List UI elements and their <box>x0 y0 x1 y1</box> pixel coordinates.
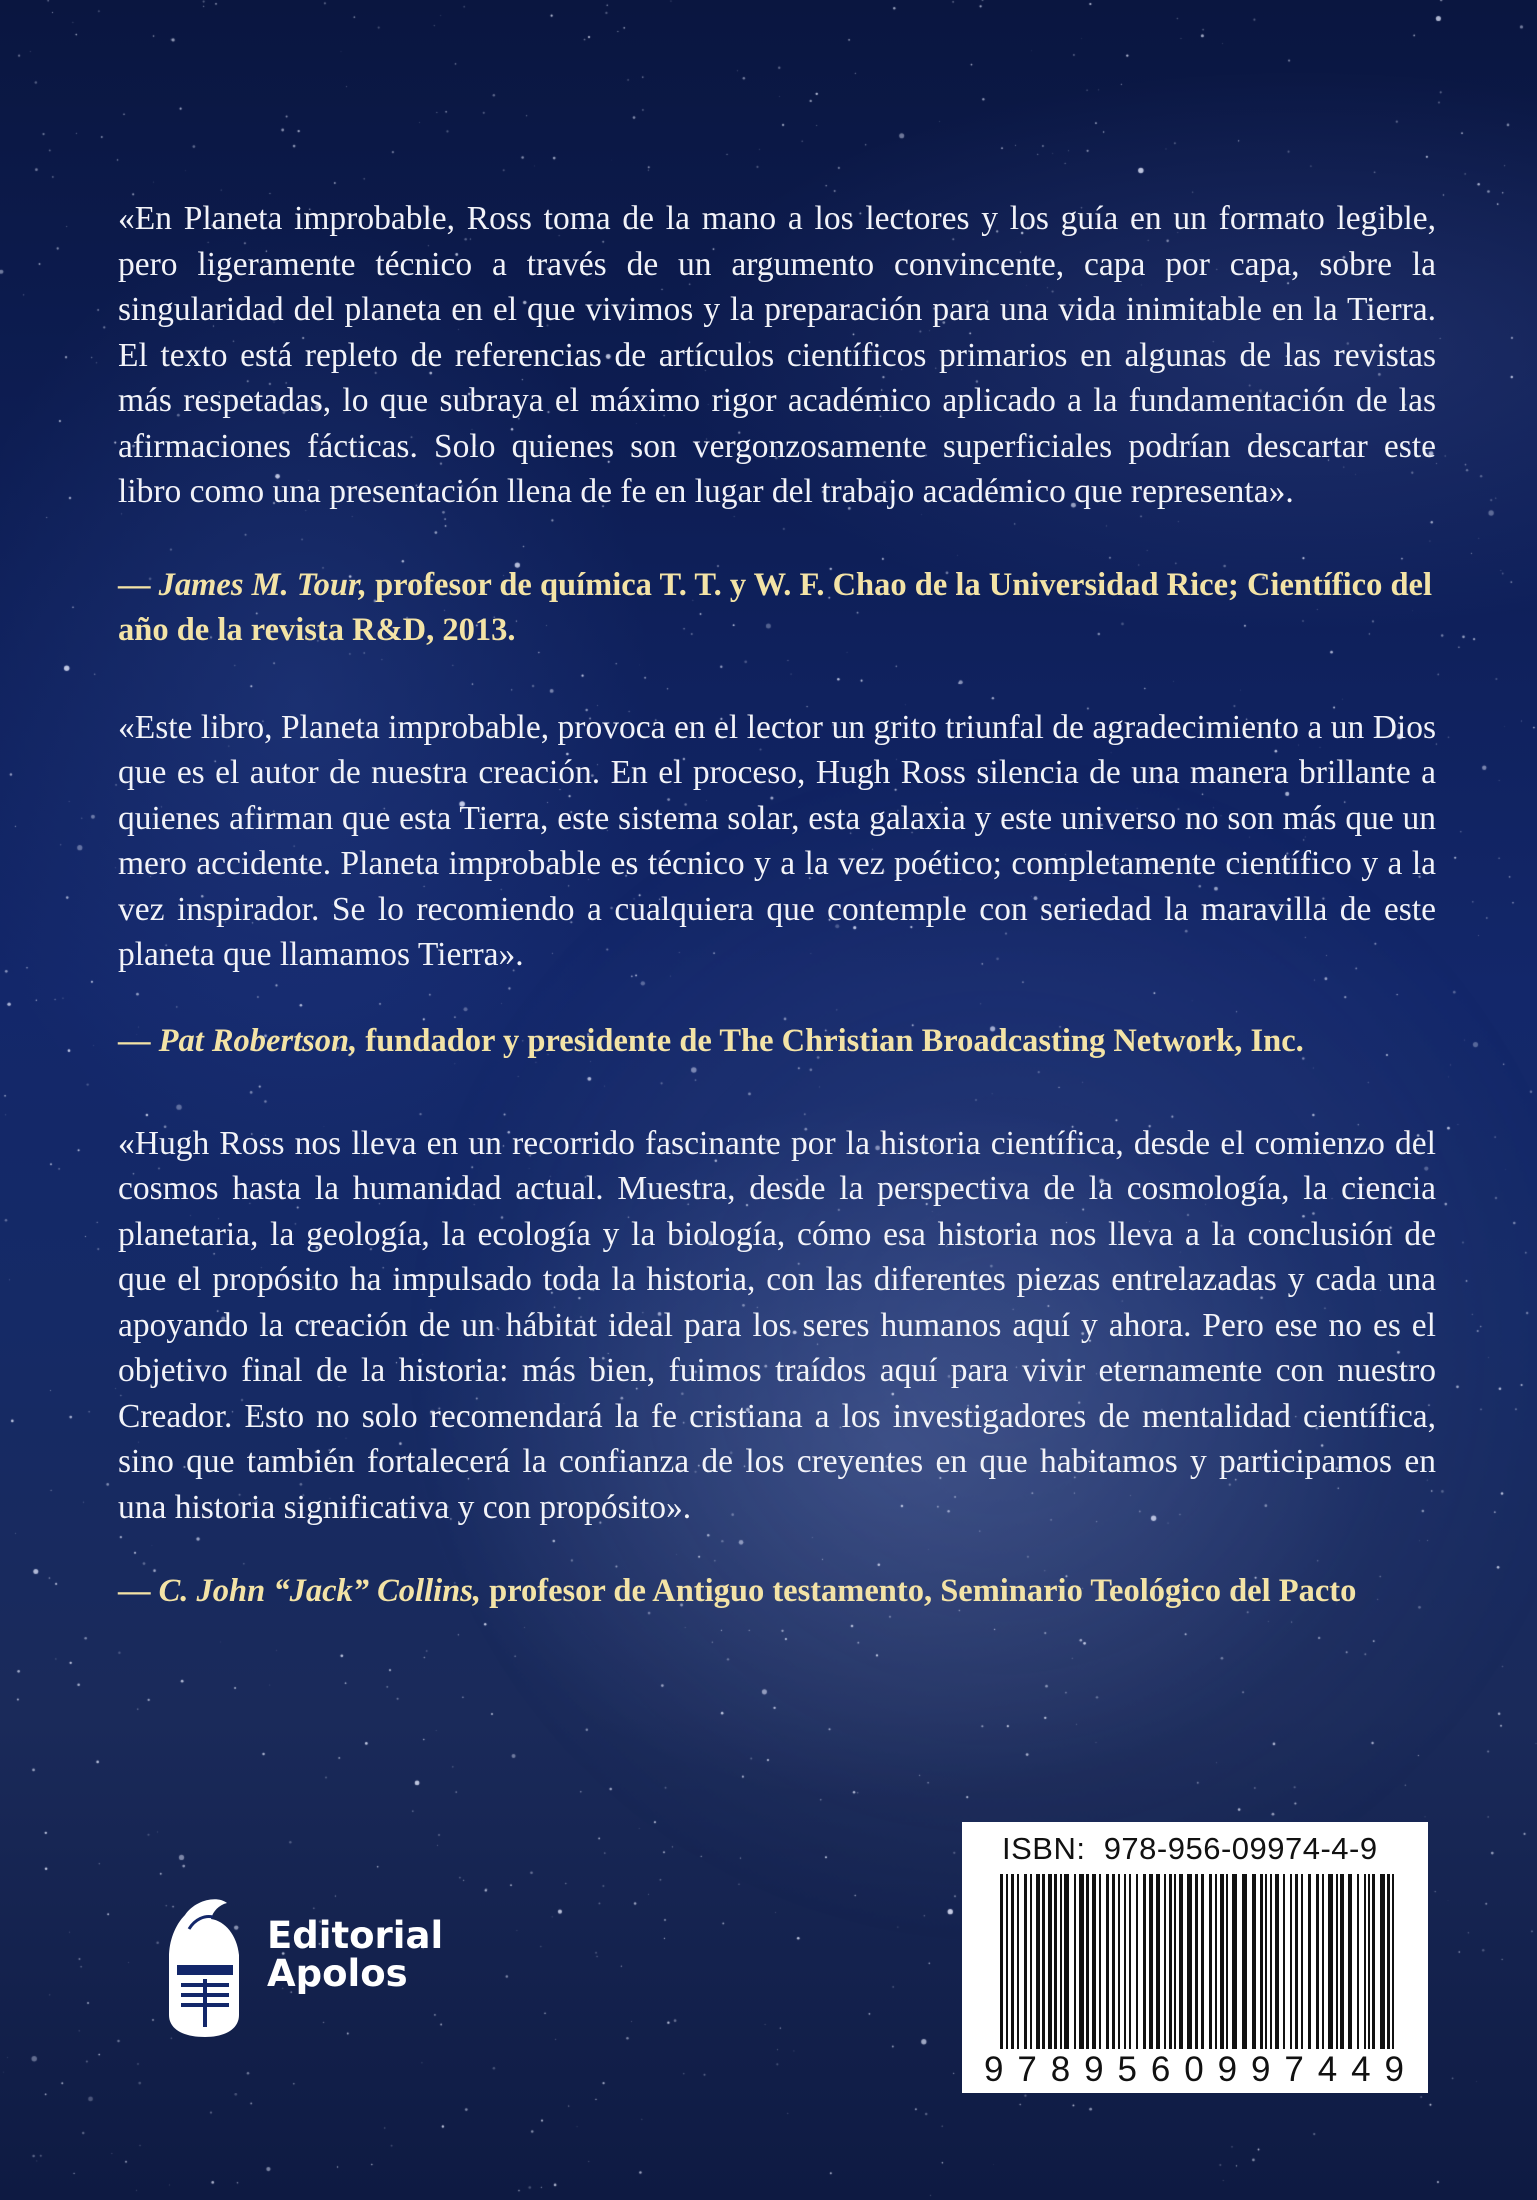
barcode-bar <box>1106 1874 1109 2049</box>
barcode-digit: 4 <box>1317 2050 1338 2089</box>
barcode-bar <box>1372 1874 1375 2049</box>
back-cover-text <box>118 196 1436 1614</box>
attribution-title: profesor de química T. T. y W. F. Chao de la Universidad Rice; Científico del año de la revista R&D, 2013. <box>118 566 1432 648</box>
barcode-bar <box>1099 1874 1101 2049</box>
publisher-name <box>267 1914 444 1995</box>
barcode-bar <box>1215 1874 1217 2049</box>
barcode-bar <box>1036 1874 1040 2049</box>
endorsement-attribution-2 <box>118 1019 1436 1064</box>
barcode-bar <box>1283 1874 1285 2049</box>
barcode-bar <box>1301 1874 1303 2049</box>
barcode-bar <box>1226 1874 1228 2049</box>
barcode-bar <box>1143 1874 1146 2049</box>
barcode-bar <box>1092 1874 1096 2049</box>
barcode-bar <box>1265 1874 1267 2049</box>
barcode-bar <box>1295 1874 1298 2049</box>
barcode-bar <box>1156 1874 1160 2049</box>
barcode-bar <box>1118 1874 1120 2049</box>
barcode-bar <box>1048 1874 1052 2049</box>
barcode-bar <box>1336 1874 1338 2049</box>
barcode-bar <box>1195 1874 1198 2049</box>
barcode-bar <box>1308 1874 1311 2049</box>
attribution-dash: — <box>118 1573 159 1609</box>
barcode-digit: 4 <box>1351 2050 1371 2089</box>
barcode-bar <box>1179 1874 1183 2049</box>
barcode-bar <box>1252 1874 1256 2049</box>
barcode-bar <box>1000 1874 1003 2049</box>
barcode-bar <box>1220 1874 1224 2049</box>
barcode-bar <box>1054 1874 1057 2049</box>
attribution-name: Pat Robertson, <box>158 1022 358 1059</box>
barcode-digit: 7 <box>1017 2050 1037 2089</box>
barcode-bar <box>1201 1874 1204 2049</box>
isbn-barcode <box>962 1822 1428 2093</box>
barcode-bar <box>1086 1874 1089 2049</box>
barcode-bar <box>1187 1874 1192 2049</box>
barcode-bar <box>1074 1874 1076 2049</box>
barcode-bar <box>1042 1874 1045 2049</box>
barcode-bar <box>1290 1874 1292 2049</box>
barcode-digit: 8 <box>1050 2050 1071 2089</box>
publisher-name-line2: Apolos <box>267 1952 408 1995</box>
barcode-bar <box>1209 1874 1212 2049</box>
barcode-bar <box>1260 1874 1263 2049</box>
endorsement-quote-3: «Hugh Ross nos lleva en un recorrido fascinante por la historia científica, desde el comienzo del cosmos hasta la humanidad actual. Muestra, desde la perspectiva de la cosmología, la ciencia planetaria, la geología, la ecología y la biología, cómo esa historia nos lleva a la conclusión de que el propósito ha impulsado toda la historia, con las diferentes piezas entrelazadas y cada una apoyando la creación de un hábitat ideal para los seres humanos aquí y ahora. Pero ese no es el objetivo final de la historia: más bien, fuimos traídos aquí para vivir eternamente con nuestro Creador. Esto no solo recomendará la fe cristiana a los investigadores de mentalidad científica, sino que también fortalecerá la confianza de los creyentes en que habitamos y participamos en una historia significativa y con propósito». <box>118 1124 1436 1526</box>
barcode-digit: 9 <box>984 2050 1004 2089</box>
barcode-bar <box>1380 1874 1385 2049</box>
attribution-title: profesor de Antiguo testamento, Seminario Teológico del Pacto <box>481 1573 1357 1609</box>
barcode-bar <box>1387 1874 1390 2049</box>
endorsement-attribution-1 <box>118 563 1436 653</box>
publisher-logo <box>155 1895 455 2045</box>
attribution-name: James M. Tour, <box>158 566 367 603</box>
barcode-bar <box>1079 1874 1084 2049</box>
endorsement-quote-2: «Este libro, Planeta improbable, provoca en el lector un grito triunfal de agradecimiento a un Dios que es el autor de nuestra creación. En el proceso, Hugh Ross silencia de una manera brillante a quienes afirman que esta Tierra, este sistema solar, esta galaxia y este universo no son más que un mero accidente. Planeta improbable es técnico y a la vez poético; completamente científico y a la vez inspirador. Se lo recomiendo a cualquiera que contemple con seriedad la maravilla de este planeta que llamamos Tierra». <box>118 708 1436 973</box>
attribution-dash: — <box>118 1022 159 1059</box>
attribution-title: fundador y presidente de The Christian Broadcasting Network, Inc. <box>357 1022 1304 1059</box>
barcode-bar <box>1064 1874 1069 2049</box>
barcode-bar <box>1174 1874 1176 2049</box>
barcode-bar <box>1164 1874 1166 2049</box>
barcode-digit: 5 <box>1117 2050 1137 2089</box>
barcode-digit: 9 <box>1217 2050 1238 2089</box>
barcode-digits <box>984 2050 1404 2090</box>
isbn-label: ISBN: 978-956-09974-4-9 <box>1002 1831 1378 1866</box>
barcode-digit: 6 <box>1150 2050 1171 2089</box>
barcode-bars <box>1000 1874 1396 2049</box>
attribution-name: C. John “Jack” Collins, <box>158 1573 481 1609</box>
barcode-bar <box>1112 1874 1115 2049</box>
barcode-digit: 7 <box>1284 2050 1304 2089</box>
barcode-bar <box>1060 1874 1062 2049</box>
barcode-digit: 9 <box>1384 2050 1404 2089</box>
attribution-dash: — <box>118 566 159 603</box>
barcode-bar <box>1275 1874 1279 2049</box>
barcode-bar <box>1149 1874 1153 2049</box>
barcode-bar <box>1124 1874 1126 2049</box>
barcode-bar <box>1017 1874 1019 2049</box>
barcode-digit: 0 <box>1184 2050 1204 2089</box>
barcode-bar <box>1364 1874 1366 2049</box>
barcode-bar <box>1340 1874 1344 2049</box>
barcode-bar <box>1316 1874 1319 2049</box>
barcode-bar <box>1232 1874 1237 2049</box>
barcode-bar <box>1006 1874 1008 2049</box>
barcode-bar <box>1348 1874 1352 2049</box>
barcode-bar <box>1024 1874 1027 2049</box>
barcode-bar <box>1129 1874 1131 2049</box>
barcode-bar <box>1322 1874 1324 2049</box>
barcode-bar <box>1368 1874 1370 2049</box>
barcode-bar <box>1169 1874 1172 2049</box>
endorsement-attribution-3 <box>118 1569 1436 1614</box>
endorsement-quote-1: «En Planeta improbable, Ross toma de la mano a los lectores y los guía en un formato legible, pero ligeramente técnico a través de un argumento convincente, capa por capa, sobre la singularidad del planeta en el que vivimos y la preparación para una vida inimitable en la Tierra. El texto está repleto de referencias de artículos científicos primarios en algunas de las revistas más respetadas, lo que subraya el máximo rigor académico aplicado a la fundamentación de las afirmaciones fácticas. Solo quienes son vergonzosamente superficiales podrían descartar este libro como una presentación llena de fe en lugar del trabajo académico que representa». <box>118 200 1436 510</box>
barcode-bar <box>1011 1874 1014 2049</box>
barcode-digit: 9 <box>1251 2050 1271 2089</box>
barcode-bar <box>1270 1874 1272 2049</box>
knight-helmet-icon <box>155 1895 255 2045</box>
publisher-name-line1: Editorial <box>267 1914 444 1957</box>
barcode-bar <box>1030 1874 1032 2049</box>
barcode-bar <box>1392 1874 1394 2049</box>
barcode-bar <box>1328 1874 1333 2049</box>
barcode-bar <box>1242 1874 1247 2049</box>
barcode-bar <box>1136 1874 1138 2049</box>
barcode-bar <box>1357 1874 1359 2049</box>
barcode-digit: 9 <box>1084 2050 1104 2089</box>
